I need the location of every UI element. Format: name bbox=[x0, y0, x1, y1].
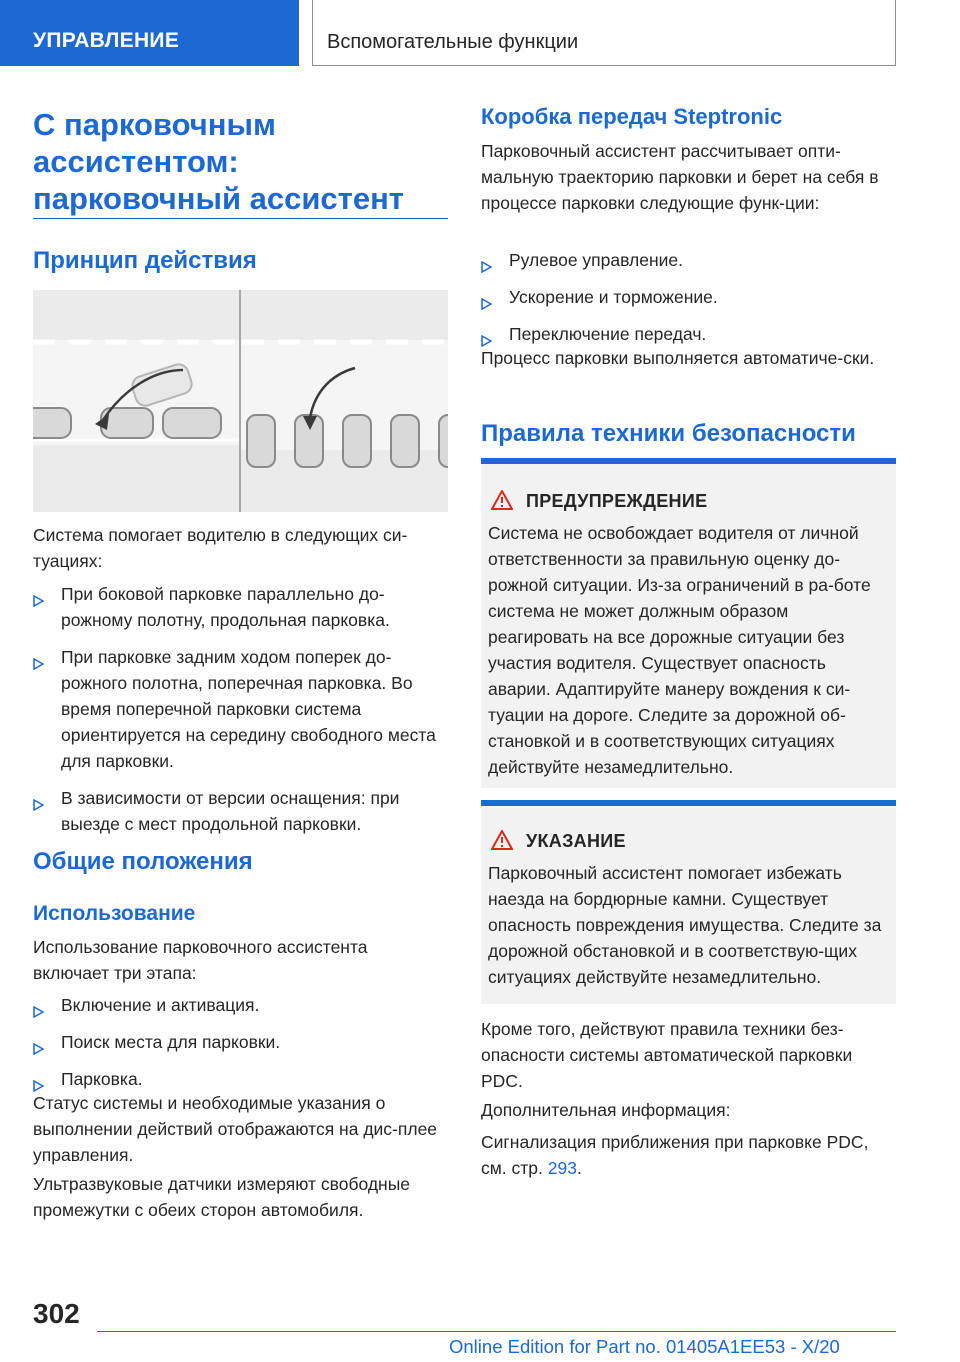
list-item: В зависимости от версии оснащения: при выезде с мест продольной парковки. bbox=[33, 785, 448, 837]
principle-heading: Принцип действия bbox=[33, 247, 257, 274]
after-text-2: Дополнительная информация: bbox=[481, 1100, 731, 1120]
bullet-triangle-icon bbox=[33, 1036, 44, 1048]
gearbox-heading: Коробка передач Steptronic bbox=[481, 104, 783, 129]
notice-box bbox=[481, 800, 896, 1004]
page-link[interactable]: 293 bbox=[547, 1158, 577, 1178]
principle-intro: Система помогает водителю в следующих си-туациях: bbox=[33, 525, 408, 571]
list-item: Включение и активация. bbox=[33, 992, 448, 1018]
bullet-triangle-icon bbox=[33, 792, 44, 804]
usage-heading: Использование bbox=[33, 902, 196, 925]
notice-title: УКАЗАНИЕ bbox=[526, 831, 626, 851]
subsection-title: Вспомогательные функции bbox=[312, 0, 896, 66]
after-text-3: Сигнализация приближения при парковке PDC, см. стр. 293. bbox=[481, 1132, 869, 1178]
bullet-triangle-icon bbox=[33, 999, 44, 1011]
footer-edition: Online Edition for Part no. 01405A1EE53 - X/20 bbox=[449, 1336, 840, 1357]
safety-heading: Правила техники безопасности bbox=[481, 420, 856, 447]
warning-triangle-icon bbox=[491, 830, 513, 850]
notice-body: Парковочный ассистент помогает избежать наезда на бордюрные камни. Существует опасность повреждения имущества. Следите за дорожной обстановкой и в соответствую-щих ситуациях действуйте незамедлительно. bbox=[488, 863, 882, 987]
warning-title: ПРЕДУПРЕЖДЕНИЕ bbox=[526, 491, 708, 511]
general-heading: Общие положения bbox=[33, 848, 253, 875]
bullet-triangle-icon bbox=[481, 291, 492, 303]
gearbox-intro: Парковочный ассистент рассчитывает опти-мальную траекторию парковки и берет на себя в процессе парковки следующие функ-ции: bbox=[481, 141, 879, 213]
after-text-1: Кроме того, действуют правила техники без-опасности системы автоматической парковки PDC. bbox=[481, 1019, 853, 1091]
title-divider bbox=[33, 218, 448, 219]
parking-illustration bbox=[33, 290, 448, 512]
footer-divider bbox=[97, 1331, 896, 1332]
list-item: Переключение передач. bbox=[481, 321, 896, 347]
usage-sensors-text: Ультразвуковые датчики измеряют свободные промежутки с обеих сторон автомобиля. bbox=[33, 1174, 411, 1220]
warning-body: Система не освобождает водителя от личной ответственности за правильную оценку до-рожной ситуации. Из-за ограничений в ра-боте система не может должным образом реагировать на все дорожные ситуации без участия водителя. Существует опасность аварии. Адаптируйте манеру вождения к си-туации на дороге. Следите за дорожной об-становкой и в соответствующих ситуациях действуйте незамедлительно. bbox=[488, 523, 871, 777]
section-tab: УПРАВЛЕНИЕ bbox=[0, 0, 299, 66]
usage-status-text: Статус системы и необходимые указания о выполнении действий отображаются на дис-плее управления. bbox=[33, 1093, 438, 1165]
bullet-triangle-icon bbox=[33, 651, 44, 663]
page-number: 302 bbox=[33, 1298, 80, 1329]
warning-triangle-icon bbox=[491, 490, 513, 510]
gearbox-outro: Процесс парковки выполняется автоматиче-ски. bbox=[481, 348, 875, 368]
gearbox-list bbox=[481, 247, 896, 358]
usage-list bbox=[33, 992, 448, 1103]
usage-intro: Использование парковочного ассистента включает три этапа: bbox=[33, 937, 368, 983]
page-title: С парковочным ассистентом: парковочный ассистент bbox=[33, 107, 404, 216]
list-item: Рулевое управление. bbox=[481, 247, 896, 273]
list-item: Поиск места для парковки. bbox=[33, 1029, 448, 1055]
bullet-triangle-icon bbox=[33, 588, 44, 600]
bullet-triangle-icon bbox=[33, 1073, 44, 1085]
warning-box bbox=[481, 458, 896, 788]
bullet-triangle-icon bbox=[481, 254, 492, 266]
list-item: При боковой парковке параллельно до-рожному полотну, продольная парковка. bbox=[33, 581, 448, 633]
principle-list bbox=[33, 581, 448, 848]
bullet-triangle-icon bbox=[481, 328, 492, 340]
page-header bbox=[0, 0, 960, 66]
list-item: Парковка. bbox=[33, 1066, 448, 1092]
list-item: При парковке задним ходом поперек до-рожного полотна, поперечная парковка. Во время поперечной парковки система ориентируется на середину свободного места для парковки. bbox=[33, 644, 448, 774]
list-item: Ускорение и торможение. bbox=[481, 284, 896, 310]
